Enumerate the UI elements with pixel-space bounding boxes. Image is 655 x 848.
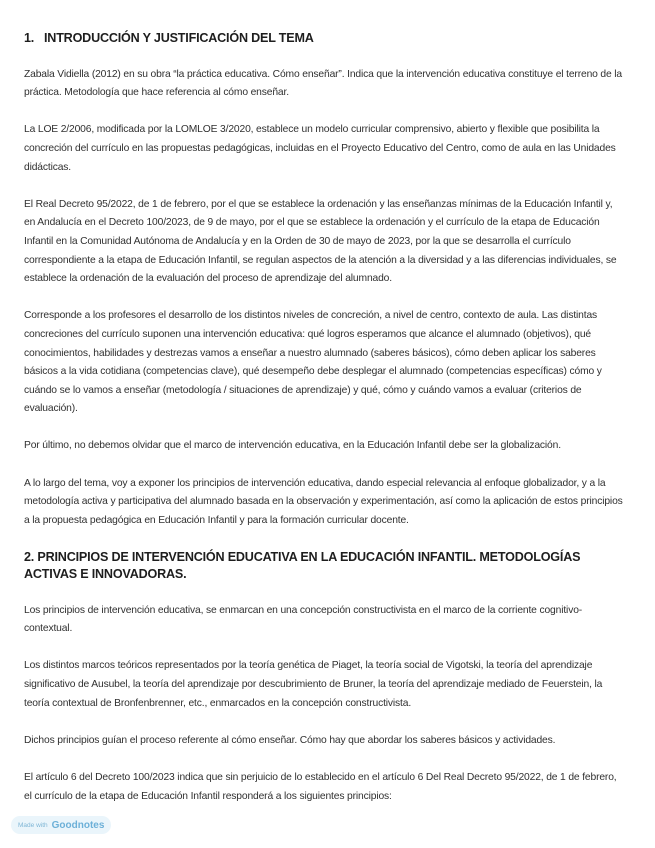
paragraph: Los distintos marcos teóricos representados por la teoría genética de Piaget, la teoría social de Vigotski, la teoría del aprendizaje significativo de Ausubel, la teoría del aprendizaje por descubrimiento de Bruner, la teoría del aprendizaje mediado de Feuerstein, la teoría contextual de Bronfenbrenner, etc., enmarcados en la concepción constructivista.	[24, 660, 603, 709]
paragraph: La LOE 2/2006, modificada por la LOMLOE 3/2020, establece un modelo curricular comprensivo, abierto y flexible que posibilita la concreción del currículo en las propuestas pedagógicas, incluidas en el Proyecto Educativo del Centro, como de aula en las Unidades didácticas.	[24, 124, 616, 173]
paragraph: El Real Decreto 95/2022, de 1 de febrero, por el que se establece la ordenación y las enseñanzas mínimas de la Educación Infantil y, en Andalucía en el Decreto 100/2023, de 9 de mayo, por el que se establece la ordenación y el currículo de la etapa de Educación Infantil en la Comunidad Autónoma de Andalucía y en la Orden de 30 de mayo de 2023, por la que se desarrolla el currículo correspondiente a la etapa de Educación Infantil, se regulan aspectos de la atención a la diversidad y a las diferencias individuales, se establece la ordenación de la evaluación del proceso de aprendizaje del alumnado.	[24, 198, 617, 285]
section-1-title: INTRODUCCIÓN Y JUSTIFICACIÓN DEL TEMA	[44, 31, 314, 45]
paragraph: Zabala Vidiella (2012) en su obra “la práctica educativa. Cómo enseñar”. Indica que la intervención educativa constituye el terreno de la práctica. Metodología que hace referencia al cómo enseñar.	[24, 68, 623, 99]
section-1-heading	[24, 30, 624, 47]
section-2-heading: 2. PRINCIPIOS DE INTERVENCIÓN EDUCATIVA EN LA EDUCACIÓN INFANTIL. METODOLOGÍAS ACTIVAS E INNOVADORAS.	[24, 550, 581, 582]
paragraph: Los principios de intervención educativa, se enmarcan en una concepción constructivista en el marco de la corriente cognitivo-contextual.	[24, 604, 583, 635]
badge-small-text: Made with	[18, 821, 48, 829]
made-with-goodnotes-badge	[11, 816, 111, 834]
paragraph: Dichos principios guían el proceso referente al cómo enseñar. Cómo hay que abordar los saberes básicos y actividades.	[24, 734, 556, 746]
paragraph: El artículo 6 del Decreto 100/2023 indica que sin perjuicio de lo establecido en el artículo 6 Del Real Decreto 95/2022, de 1 de febrero, el currículo de la etapa de Educación Infantil responderá a los siguientes principios:	[24, 771, 617, 802]
paragraph: A lo largo del tema, voy a exponer los principios de intervención educativa, dando especial relevancia al enfoque globalizador, y a la metodología activa y participativa del alumnado basada en la observación y experimentación, así como la aplicación de estos principios a la propuesta pedagógica en Educación Infantil y para la formación curricular docente.	[24, 477, 623, 526]
badge-brand-text: Goodnotes	[51, 819, 105, 831]
section-1-number: 1.	[24, 31, 35, 45]
document-page	[24, 24, 624, 806]
paragraph: Por último, no debemos olvidar que el marco de intervención educativa, en la Educación Infantil debe ser la globalización.	[24, 440, 561, 452]
paragraph: Corresponde a los profesores el desarrollo de los distintos niveles de concreción, a nivel de centro, contexto de aula. Las distintas concreciones del currículo suponen una intervención educativa: qué logros esperamos que alcance el alumnado (objetivos), qué conocimientos, habilidades y destrezas vamos a enseñar a nuestro alumnado (saberes básicos), cómo deben aplicar los saberes básicos a la vida cotidiana (competencias clave), qué desempeño debe desplegar el alumnado (competencias específicas) cómo y cuándo se lo vamos a enseñar (metodología / situaciones de aprendizaje) y qué, cómo y cuándo vamos a evaluar (criterios de evaluación).	[24, 310, 602, 415]
